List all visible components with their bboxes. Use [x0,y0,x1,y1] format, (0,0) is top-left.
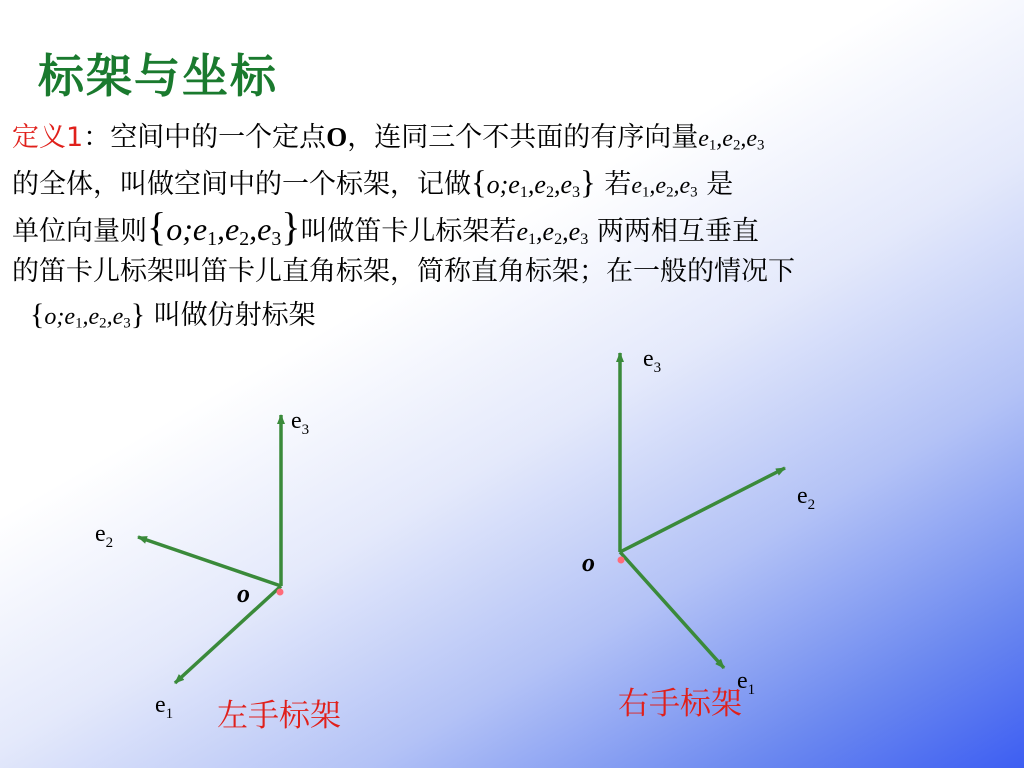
slide-title: 标架与坐标 [38,49,278,103]
definition-label: 定义1 [12,122,84,153]
frame-notation: $\{o;e_1,e_2,e_3\}$ [147,204,301,250]
vector-list: $e_1,e_2,e_3$ [631,173,698,201]
right-e1-label: $e_1$ [737,668,756,698]
left-e1-arrow [175,586,281,683]
left-e2-arrow [138,537,281,586]
vector-list: $e_1,e_2,e_3$ [698,126,765,154]
left-e2-label: $e_2$ [95,521,114,551]
text-segment: 叫做笛卡儿标架若 [300,216,517,247]
left-hand-frame [95,408,341,734]
colon: ： [83,122,111,153]
text-segment: 若 [604,169,632,200]
text-segment: 空间中的一个定点 [110,122,327,153]
left-origin-label: o [237,579,250,608]
right-e3-label: $e_3$ [643,346,662,376]
left-hand-caption: 左手标架 [217,698,341,734]
text-segment: 的全体，叫做空间中的一个标架，记做 [12,169,471,200]
left-origin-dot [277,589,284,596]
frame-notation: $\{o;e_1,e_2,e_3\}$ [471,165,596,202]
right-origin-dot [618,557,625,564]
right-hand-frame [582,346,815,722]
text-segment: 是 [706,169,734,200]
right-origin-label: o [582,548,595,577]
text-segment: 叫做仿射标架 [153,300,316,331]
text-segment: 单位向量则 [12,216,147,247]
frame-notation: $\{o;e_1,e_2,e_3\}$ [30,298,146,332]
right-hand-caption: 右手标架 [618,686,742,722]
text-segment: ，连同三个不共面的有序向量 [347,122,699,153]
right-e2-arrow [620,468,785,552]
left-e3-label: $e_3$ [291,408,310,438]
vector-list: $e_1,e_2,e_3$ [516,217,589,249]
right-e2-label: $e_2$ [797,483,816,513]
left-e1-label: $e_1$ [155,692,174,722]
text-segment: 两两相互垂直 [596,216,759,247]
point-o: O [326,122,348,152]
right-e1-arrow [620,552,724,668]
text-segment: 的笛卡儿标架叫笛卡儿直角标架，简称直角标架；在一般的情况下 [12,256,795,287]
